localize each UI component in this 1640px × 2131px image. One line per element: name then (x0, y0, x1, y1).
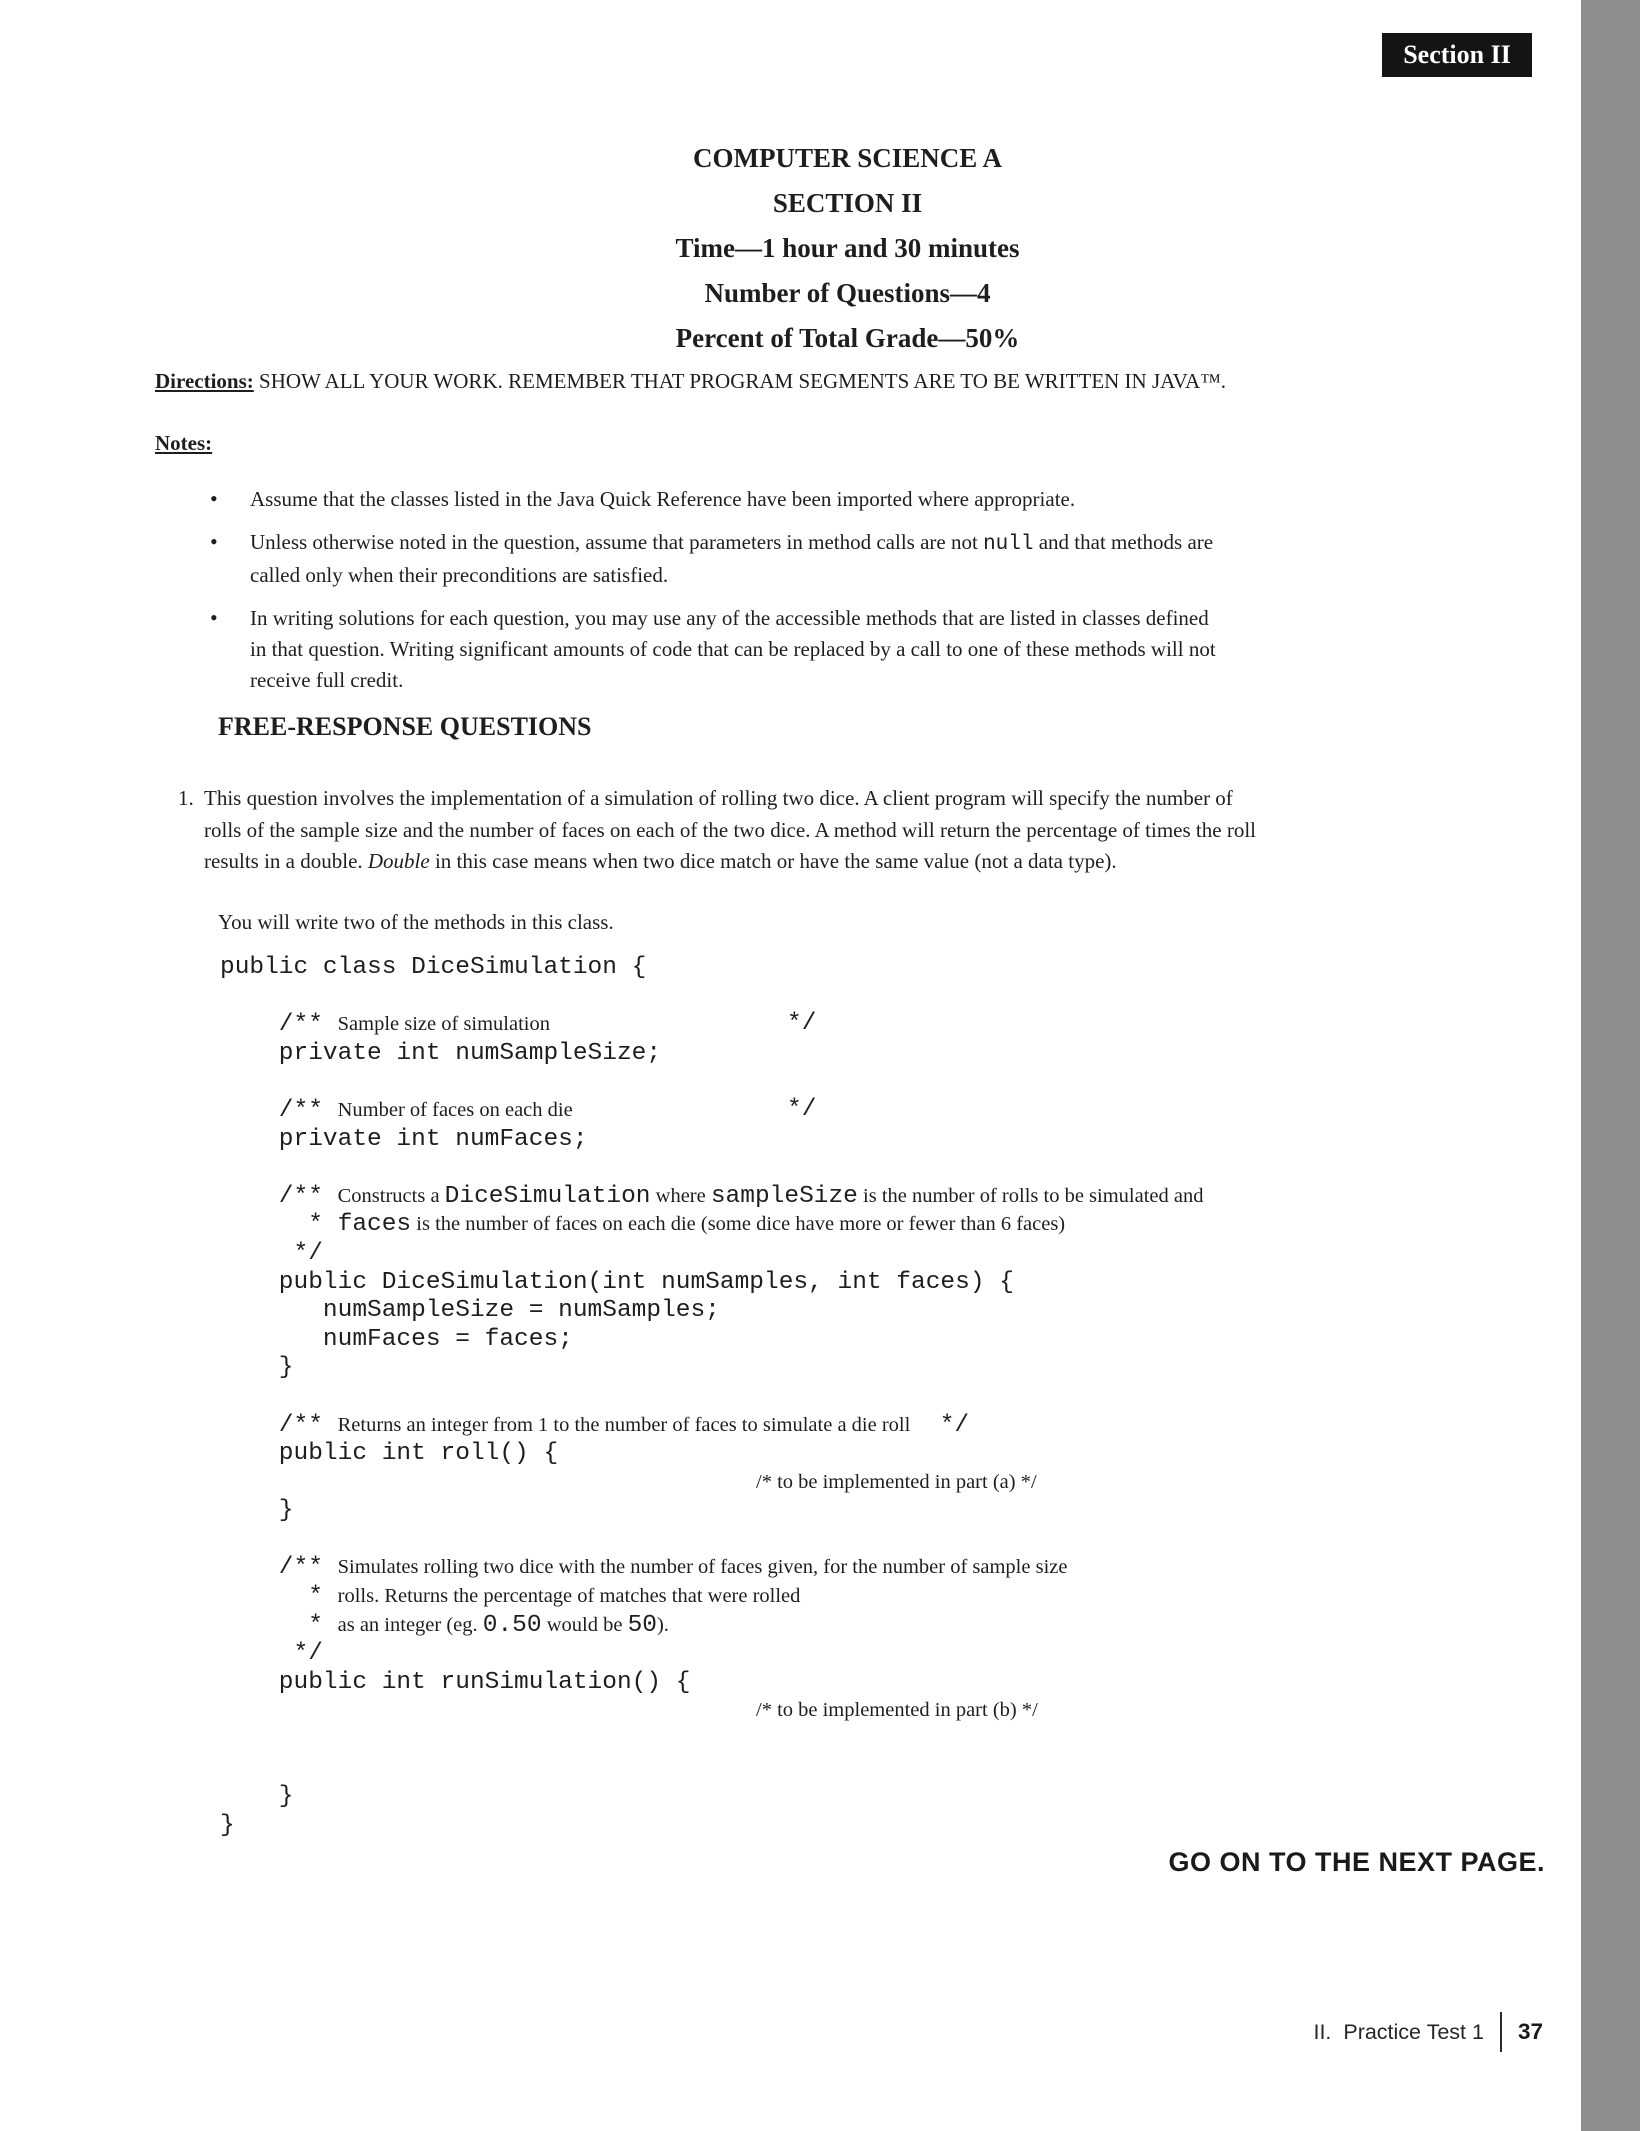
text-line (220, 1753, 1203, 1782)
code-text: private int numSampleSize; (220, 1039, 662, 1067)
text-line (250, 527, 1498, 560)
text-line (220, 1038, 1203, 1067)
notes-bullet-1-text (250, 484, 1498, 515)
notes-bullet-2 (208, 527, 1498, 591)
text-line (220, 1667, 1203, 1696)
text-line (250, 665, 1498, 696)
code-text: public DiceSimulation(int numSamples, int faces) { (220, 1268, 1014, 1296)
question-1-intro: You will write two of the methods in this class. (218, 910, 614, 934)
bullet-icon: • (210, 605, 218, 630)
code-text: } (220, 1811, 235, 1839)
text-line (220, 1381, 1203, 1410)
exam-question-count: Number of Questions—4 (704, 278, 991, 308)
body-text: in that question. Writing significant amounts of code that can be replaced by a call to one of these methods will not (250, 637, 1216, 661)
notes-bullet-3 (208, 603, 1498, 696)
text-line (220, 1095, 1203, 1124)
body-text: is the number of rolls to be simulated and (857, 1184, 1204, 1207)
body-text: rolls of the sample size and the number of faces on each of the two dice. A method will return the percentage of times the roll (204, 817, 1256, 842)
section-badge (1382, 33, 1532, 77)
exam-grade-percent: Percent of Total Grade—50% (675, 323, 1020, 353)
body-text: This question involves the implementation of a simulation of rolling two dice. A client program will specify the number of (204, 786, 1233, 810)
directions-text: SHOW ALL YOUR WORK. REMEMBER THAT PROGRAM SEGMENTS ARE TO BE WRITTEN IN JAVA™. (253, 369, 1227, 393)
text-line (220, 981, 1203, 1010)
code-text: */ (787, 1010, 817, 1038)
go-on-notice: GO ON TO THE NEXT PAGE. (1168, 1847, 1545, 1877)
text-line (220, 1610, 1203, 1639)
code-text: numFaces = faces; (220, 1325, 573, 1353)
code-text: public int roll() { (220, 1440, 559, 1468)
text-line (204, 783, 1524, 815)
body-text: ). (656, 1613, 669, 1636)
text-line (220, 1467, 1203, 1496)
text-line (204, 846, 1524, 878)
text-line (220, 1352, 1203, 1381)
body-text: where (650, 1184, 711, 1207)
text-line (220, 1238, 1203, 1267)
java-code-block (220, 952, 1203, 1838)
page-edge-gray-bar (1581, 0, 1640, 2131)
notes-label-row (155, 431, 212, 456)
code-text: * (220, 1583, 338, 1611)
body-text: /* to be implemented in part (b) */ (756, 1699, 1038, 1722)
code-text: /** (220, 1182, 338, 1210)
bullet-icon: • (210, 486, 218, 511)
page-number: 37 (1517, 2019, 1543, 2044)
notes-bullet-3-text (250, 603, 1498, 696)
question-1 (178, 783, 1524, 878)
code-text: 0.50 (482, 1611, 542, 1639)
free-response-heading: FREE-RESPONSE QUESTIONS (218, 712, 592, 741)
body-text: and that methods are (1033, 530, 1214, 554)
text-line (220, 1267, 1203, 1296)
footer-chapter: II. Practice Test 1 (1313, 2019, 1484, 2044)
text-line (220, 1410, 1203, 1439)
text-line (250, 560, 1498, 591)
body-text: in this case means when two dice match or have the same value (not a data type). (429, 849, 1117, 873)
text-line (220, 1438, 1203, 1467)
text-line (220, 1152, 1203, 1181)
text-line (220, 1209, 1203, 1238)
code-text: /** (220, 1411, 338, 1439)
text-line (250, 634, 1498, 665)
notes-bullet-list (208, 484, 1498, 708)
body-text: is the number of faces on each die (some dice have more or fewer than 6 faces) (411, 1213, 1066, 1236)
body-text: rolls. Returns the percentage of matches that were rolled (337, 1585, 801, 1608)
exam-header (155, 136, 1540, 361)
text-line (220, 1324, 1203, 1353)
code-text: /** (220, 1011, 338, 1039)
body-text: as an integer (eg. (337, 1613, 483, 1636)
code-text: * (220, 1611, 338, 1639)
notes-label: Notes: (155, 431, 213, 455)
body-text: Number of faces on each die (337, 1098, 573, 1121)
body-text: In writing solutions for each question, you may use any of the accessible methods that are listed in classes defined (250, 606, 1209, 630)
question-1-text (204, 783, 1524, 878)
text-line (220, 1295, 1203, 1324)
code-text: * faces (220, 1211, 412, 1239)
text-line (220, 1638, 1203, 1667)
code-text: /** (220, 1096, 338, 1124)
text-line (220, 1695, 1203, 1724)
code-text: */ (787, 1095, 817, 1123)
code-text: numSampleSize = numSamples; (220, 1297, 720, 1325)
text-line (220, 1781, 1203, 1810)
body-text: Simulates rolling two dice with the number of faces given, for the number of sample size (337, 1556, 1068, 1579)
text-line (220, 1724, 1203, 1753)
body-text: Unless otherwise noted in the question, assume that parameters in method calls are not (250, 530, 984, 554)
body-text: Sample size of simulation (337, 1013, 550, 1036)
code-text: public int runSimulation() { (220, 1668, 691, 1696)
code-text: public class DiceSimulation { (220, 954, 647, 981)
text-line (220, 1524, 1203, 1553)
body-text: Assume that the classes listed in the Java Quick Reference have been imported where appropriate. (250, 487, 1076, 511)
code-text: private int numFaces; (220, 1125, 588, 1153)
text-line (220, 1009, 1203, 1038)
text-line (220, 1552, 1203, 1581)
directions-line (155, 369, 1495, 394)
code-text: /** (220, 1554, 338, 1582)
text-line (204, 815, 1524, 847)
code-text: 50 (627, 1611, 657, 1639)
page-footer (1313, 2012, 1543, 2052)
question-1-number: 1. (178, 786, 194, 810)
text-line (220, 1066, 1203, 1095)
directions-label: Directions: (155, 369, 254, 393)
bullet-icon: • (210, 529, 218, 554)
notes-bullet-2-text (250, 527, 1498, 591)
footer-divider (1500, 2012, 1502, 2052)
text-line (250, 484, 1498, 515)
code-text: } (220, 1783, 294, 1811)
body-text: /* to be implemented in part (a) */ (756, 1470, 1037, 1493)
section-badge-label: Section II (1403, 40, 1511, 69)
body-text: receive full credit. (250, 668, 404, 692)
exam-title: COMPUTER SCIENCE A (692, 143, 1003, 173)
code-text: } (220, 1354, 294, 1382)
code-text: null (983, 533, 1034, 556)
body-text: results in a double. (204, 849, 368, 873)
text-line (250, 603, 1498, 634)
text-line (220, 1495, 1203, 1524)
body-text: called only when their preconditions are satisfied. (250, 563, 669, 587)
text-line (220, 1581, 1203, 1610)
exam-section: SECTION II (772, 188, 923, 218)
body-text: Constructs a (337, 1184, 445, 1207)
text-line (220, 1181, 1203, 1210)
body-text: Returns an integer from 1 to the number of faces to simulate a die roll (337, 1413, 911, 1436)
code-text: */ (220, 1239, 323, 1267)
code-text: sampleSize (710, 1182, 858, 1210)
code-text: DiceSimulation (444, 1182, 651, 1210)
text-line (220, 1810, 1203, 1839)
body-text: would be (541, 1613, 628, 1636)
text-line (220, 1124, 1203, 1153)
code-text: } (220, 1497, 294, 1525)
text-line (220, 952, 1203, 981)
code-text: */ (910, 1411, 970, 1439)
body-text: Double (367, 849, 430, 873)
exam-time: Time—1 hour and 30 minutes (675, 233, 1020, 263)
notes-bullet-1 (208, 484, 1498, 515)
code-text: */ (220, 1640, 323, 1668)
